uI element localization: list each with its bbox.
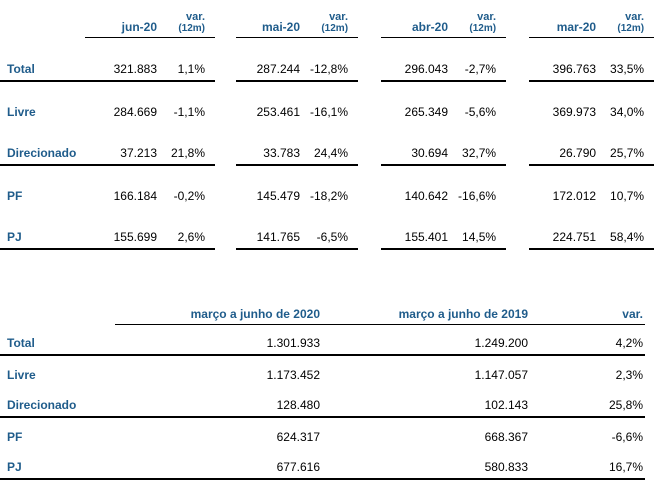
col-header-var-mar [606, 0, 654, 37]
cell-value: 37.213 [85, 123, 167, 165]
column-gap [506, 165, 529, 207]
table-row-pf [0, 417, 657, 448]
row-label: Direcionado [0, 386, 115, 417]
col-header-2019: março a junho de 2019 [322, 300, 530, 324]
col-header-var: var. [530, 300, 645, 324]
row-label: PJ [0, 448, 115, 479]
cell-2020: 624.317 [276, 430, 320, 444]
cell-var: 33,5% [606, 37, 654, 81]
col-header-var-abr [458, 0, 506, 37]
cell-var: 24,4% [310, 123, 358, 165]
cell-value: 265.349 [404, 105, 449, 119]
column-gap [215, 207, 236, 249]
col-header-var-jun [167, 0, 215, 37]
right-margin [645, 355, 657, 386]
row-label: PF [7, 430, 23, 444]
cell-value: 253.461 [256, 105, 300, 119]
column-gap [358, 0, 381, 37]
col-header-mai-20: mai-20 [236, 0, 310, 37]
cell-var: 21,8% [167, 123, 215, 165]
table-row-direcionado [0, 386, 657, 417]
cell-value: 296.043 [381, 37, 458, 81]
column-gap [358, 165, 381, 207]
cell-value: 33.783 [236, 123, 310, 165]
column-gap [215, 37, 236, 81]
cell-value: 145.479 [256, 189, 300, 203]
corner-cell [0, 300, 115, 324]
cell-var: -16,1% [310, 105, 349, 119]
cell-var: 4,2% [530, 324, 645, 355]
column-gap [506, 0, 529, 37]
cell-value: 369.973 [552, 105, 597, 119]
column-gap [506, 207, 529, 249]
table-row-pj [0, 207, 654, 249]
cell-var: -6,5% [310, 207, 358, 249]
column-gap [506, 81, 529, 123]
col-header-abr-20: abr-20 [381, 0, 458, 37]
cell-var: -1,1% [173, 105, 205, 119]
table-row-total [0, 37, 654, 81]
right-margin [645, 324, 657, 355]
monthly-header-row [0, 0, 654, 37]
cell-var: 2,3% [615, 368, 643, 382]
cell-2020: 128.480 [115, 386, 322, 417]
cell-2019: 1.249.200 [322, 324, 530, 355]
right-margin [645, 448, 657, 479]
cell-value: 141.765 [236, 207, 310, 249]
col-header-2020: março a junho de 2020 [115, 300, 322, 324]
table-row-livre [0, 355, 657, 386]
table-row-pf [0, 165, 654, 207]
cell-var: -0,2% [173, 189, 205, 203]
var-label: var. [477, 10, 497, 23]
right-margin [645, 386, 657, 417]
table-row-livre [0, 81, 654, 123]
column-gap [506, 37, 529, 81]
var-label: var. [186, 10, 205, 23]
row-label: PJ [0, 207, 85, 249]
column-gap [358, 81, 381, 123]
cell-var: 25,7% [606, 123, 654, 165]
column-gap [215, 165, 236, 207]
cell-var: -16,6% [458, 189, 497, 203]
period-header-row [0, 300, 657, 324]
cell-var: 10,7% [610, 189, 645, 203]
row-label: Livre [7, 368, 36, 382]
cell-2019: 668.367 [484, 430, 528, 444]
cell-var: -12,8% [310, 37, 358, 81]
col-header-jun-20: jun-20 [85, 0, 167, 37]
cell-2020: 1.173.452 [266, 368, 320, 382]
cell-var: 32,7% [458, 123, 506, 165]
row-label: Total [0, 37, 85, 81]
table-row-direcionado [0, 123, 654, 165]
corner-cell [0, 0, 85, 37]
row-label: PF [7, 189, 23, 203]
var-sublabel: (12m) [469, 22, 497, 34]
column-gap [358, 207, 381, 249]
cell-var: 16,7% [530, 448, 645, 479]
var-sublabel: (12m) [617, 22, 645, 34]
row-label: Total [0, 324, 115, 355]
cell-value: 26.790 [529, 123, 606, 165]
cell-value: 140.642 [404, 189, 449, 203]
cell-2020: 677.616 [115, 448, 322, 479]
column-gap [506, 123, 529, 165]
cell-var: 1,1% [167, 37, 215, 81]
column-gap [215, 0, 236, 37]
cell-2020: 1.301.933 [115, 324, 322, 355]
table-row-total [0, 324, 657, 355]
cell-value: 321.883 [85, 37, 167, 81]
row-label: Livre [7, 105, 36, 119]
cell-value: 155.699 [85, 207, 167, 249]
cell-var: 34,0% [610, 105, 645, 119]
cell-var: 58,4% [606, 207, 654, 249]
cell-value: 284.669 [113, 105, 157, 119]
cell-value: 155.401 [381, 207, 458, 249]
cell-var: -5,6% [464, 105, 497, 119]
cell-var: -18,2% [310, 189, 349, 203]
cell-var: 25,8% [530, 386, 645, 417]
column-gap [215, 123, 236, 165]
column-gap [358, 123, 381, 165]
right-margin [645, 417, 657, 448]
cell-2019: 1.147.057 [474, 368, 528, 382]
cell-2019: 580.833 [322, 448, 530, 479]
cell-2019: 102.143 [322, 386, 530, 417]
row-label: Direcionado [0, 123, 85, 165]
period-comparison-table [0, 300, 657, 480]
cell-var: 14,5% [458, 207, 506, 249]
column-gap [358, 37, 381, 81]
var-label: var. [625, 10, 645, 23]
col-header-var-mai [310, 0, 358, 37]
cell-var: -6,6% [611, 430, 643, 444]
table-row-pj [0, 448, 657, 479]
cell-value: 396.763 [529, 37, 606, 81]
var-label: var. [329, 10, 349, 23]
cell-var: 2,6% [167, 207, 215, 249]
var-sublabel: (12m) [321, 22, 349, 34]
cell-var: -2,7% [458, 37, 506, 81]
cell-value: 224.751 [529, 207, 606, 249]
right-margin [645, 300, 657, 324]
col-header-mar-20: mar-20 [529, 0, 606, 37]
var-sublabel: (12m) [178, 22, 205, 34]
cell-value: 172.012 [552, 189, 597, 203]
column-gap [215, 81, 236, 123]
cell-value: 30.694 [381, 123, 458, 165]
cell-value: 287.244 [236, 37, 310, 81]
cell-value: 166.184 [113, 189, 157, 203]
